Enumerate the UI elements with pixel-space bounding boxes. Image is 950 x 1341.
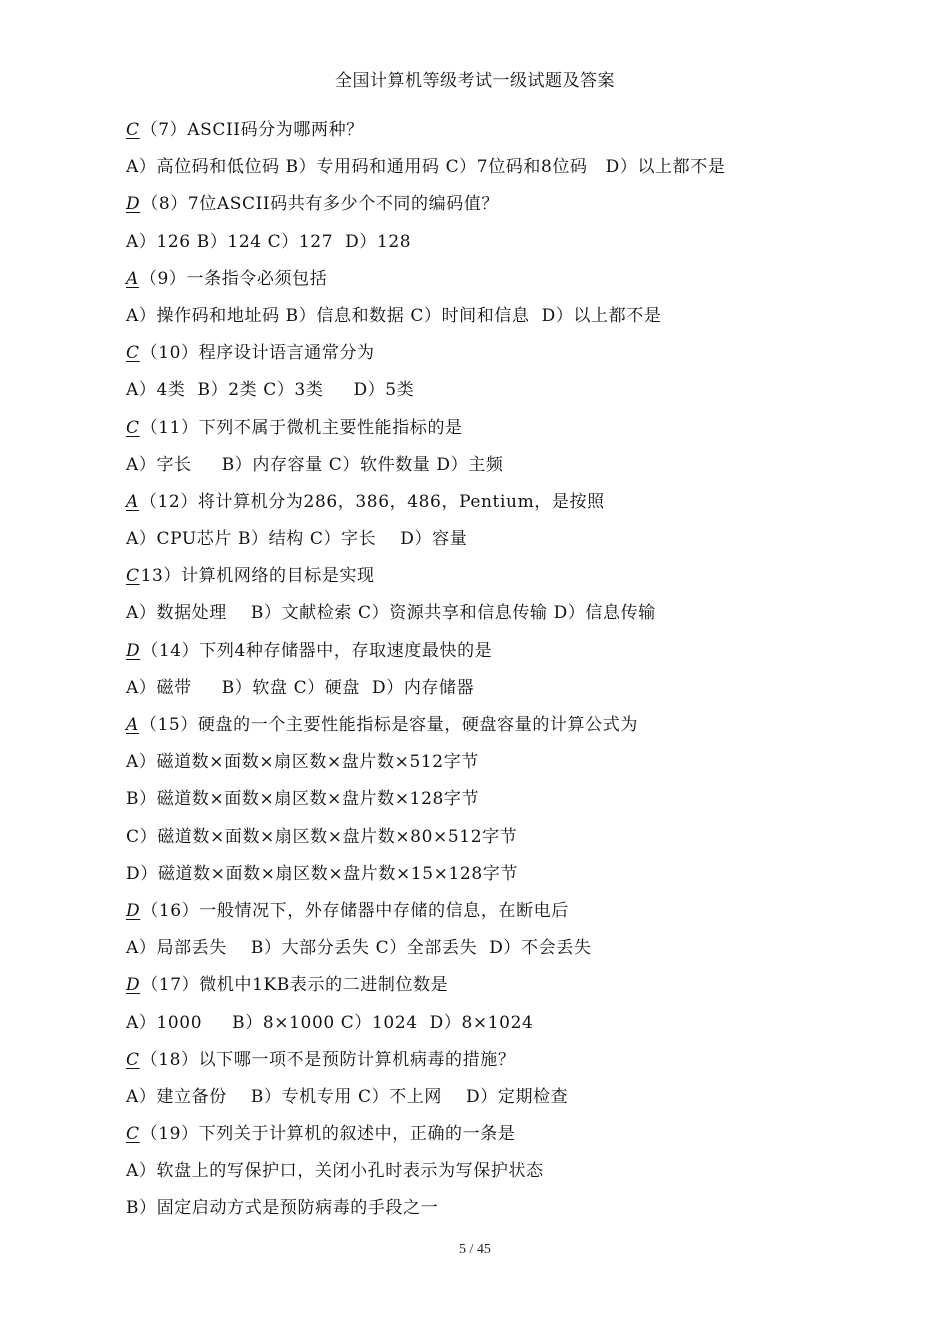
options-line — [126, 819, 846, 856]
answer-mark: C — [126, 1049, 140, 1070]
options-line — [126, 447, 846, 484]
options-text: A）磁带 B）软盘 C）硬盘 D）内存储器 — [126, 677, 475, 698]
answer-mark: D — [126, 900, 141, 921]
options-line — [126, 149, 846, 186]
options-text: B）磁道数×面数×扇区数×盘片数×128字节 — [126, 789, 480, 810]
question-line — [126, 707, 846, 744]
question-line — [126, 893, 846, 930]
question-line — [126, 261, 846, 298]
answer-mark: A — [126, 491, 139, 512]
options-text: A）操作码和地址码 B）信息和数据 C）时间和信息 D）以上都不是 — [126, 305, 662, 326]
question-line — [126, 410, 846, 447]
question-text: （9）一条指令必须包括 — [139, 268, 328, 289]
answer-mark: C — [126, 566, 140, 587]
options-text: A）126 B）124 C）127 D）128 — [126, 231, 412, 252]
answer-mark: A — [126, 268, 139, 289]
options-line — [126, 781, 846, 818]
options-text: B）固定启动方式是预防病毒的手段之一 — [126, 1198, 439, 1219]
answer-mark: C — [126, 343, 140, 364]
question-text: （17）微机中1KB表示的二进制位数是 — [141, 975, 449, 996]
question-text: （8）7位ASCII码共有多少个不同的编码值？ — [141, 194, 500, 215]
question-text: （11）下列不属于微机主要性能指标的是 — [140, 417, 463, 438]
question-text: （15）硬盘的一个主要性能指标是容量，硬盘容量的计算公式为 — [139, 715, 638, 735]
options-text: A）软盘上的写保护口，关闭小孔时表示为写保护状态 — [126, 1161, 544, 1182]
options-text: A）建立备份 B）专机专用 C）不上网 D）定期检查 — [126, 1086, 569, 1107]
answer-mark: A — [126, 715, 139, 735]
options-text: A）字长 B）内存容量 C）软件数量 D）主频 — [126, 454, 504, 475]
options-line — [126, 1153, 846, 1190]
options-text: A）1000 B）8×1000 C）1024 D）8×1024 — [126, 1012, 534, 1033]
question-line — [126, 1042, 846, 1079]
options-text: A）4类 B）2类 C）3类 D）5类 — [126, 380, 415, 401]
options-line — [126, 372, 846, 409]
options-line — [126, 930, 846, 967]
question-line — [126, 1116, 846, 1153]
question-text: （10）程序设计语言通常分为 — [140, 343, 375, 364]
question-content — [126, 112, 846, 1228]
question-line — [126, 558, 846, 595]
options-line — [126, 1079, 846, 1116]
question-text: 13）计算机网络的目标是实现 — [140, 566, 375, 587]
answer-mark: C — [126, 417, 140, 438]
question-text: （12）将计算机分为286，386，486，Pentium，是按照 — [139, 491, 605, 512]
options-text: D）磁道数×面数×扇区数×盘片数×15×128字节 — [126, 863, 518, 884]
options-text: C）磁道数×面数×扇区数×盘片数×80×512字节 — [126, 826, 518, 847]
options-line — [126, 298, 846, 335]
question-line — [126, 633, 846, 670]
page-header-title: 全国计算机等级考试一级试题及答案 — [335, 71, 615, 91]
options-line — [126, 595, 846, 632]
options-line — [126, 1190, 846, 1227]
options-line — [126, 1005, 846, 1042]
page-number: 5 / 45 — [459, 1242, 491, 1257]
question-text: （19）下列关于计算机的叙述中，正确的一条是 — [140, 1124, 516, 1145]
question-line — [126, 112, 846, 149]
options-line — [126, 224, 846, 261]
answer-mark: C — [126, 1124, 140, 1145]
question-text: （7）ASCII码分为哪两种？ — [140, 120, 364, 140]
question-text: （16）一般情况下，外存储器中存储的信息，在断电后 — [141, 900, 569, 921]
answer-mark: D — [126, 640, 141, 661]
options-text: A）磁道数×面数×扇区数×盘片数×512字节 — [126, 752, 479, 773]
options-line — [126, 670, 846, 707]
question-line — [126, 484, 846, 521]
options-text: A）CPU芯片 B）结构 C）字长 D）容量 — [126, 529, 468, 550]
question-line — [126, 186, 846, 223]
options-text: A）局部丢失 B）大部分丢失 C）全部丢失 D）不会丢失 — [126, 938, 592, 959]
question-line — [126, 335, 846, 372]
options-line — [126, 744, 846, 781]
answer-mark: D — [126, 975, 141, 996]
question-text: （14）下列4种存储器中，存取速度最快的是 — [141, 640, 493, 661]
answer-mark: C — [126, 120, 140, 140]
question-text: （18）以下哪一项不是预防计算机病毒的措施？ — [140, 1049, 516, 1070]
options-line — [126, 856, 846, 893]
options-text: A）高位码和低位码 B）专用码和通用码 C）7位码和8位码 D）以上都不是 — [126, 157, 726, 178]
answer-mark: D — [126, 194, 141, 215]
options-text: A）数据处理 B）文献检索 C）资源共享和信息传输 D）信息传输 — [126, 603, 656, 624]
options-line — [126, 521, 846, 558]
question-line — [126, 967, 846, 1004]
